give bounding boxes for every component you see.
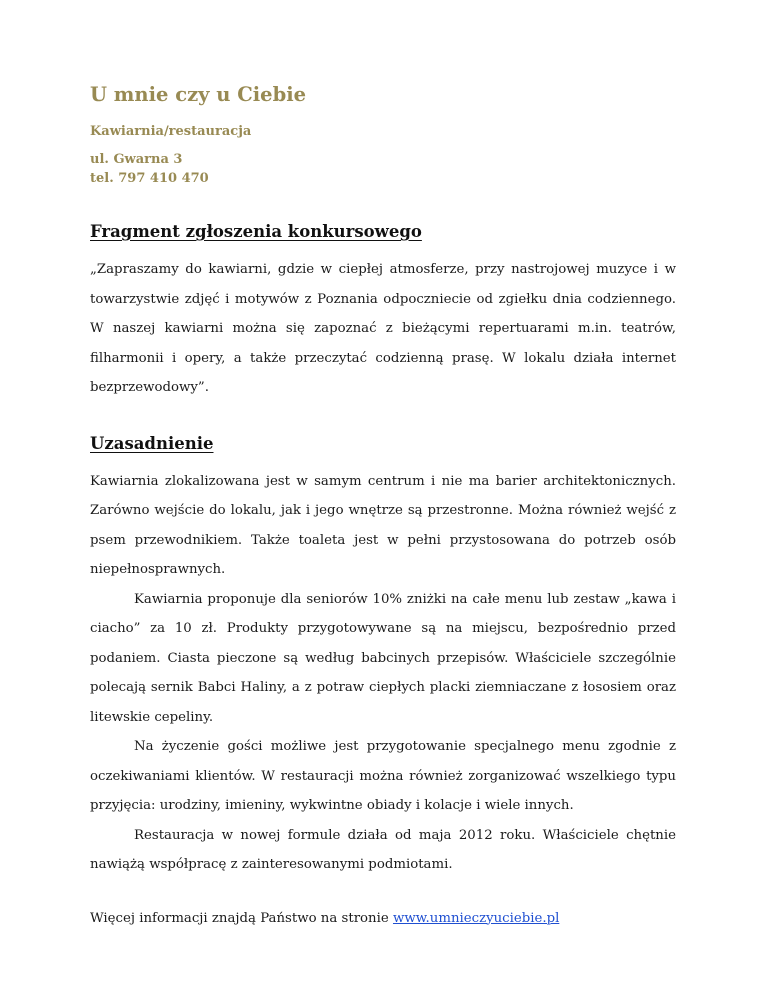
website-link[interactable]: www.umnieczyuciebie.pl bbox=[392, 910, 560, 926]
justification-paragraph-offer: Kawiarnia proponuje dla seniorów 10% zniżki na całe menu lub zestaw „kawa i ciacho” za 10 zł. Produkty przygotowywane są na miejscu, bezpośrednio przed podaniem. Ciasta pieczone są według babcinych przepisów. Właściciele szczególnie polecają sernik Babci Haliny, a z potraw ciepłych placki ziemniaczane z łososiem oraz litewskie cepeliny. bbox=[90, 591, 676, 725]
venue-address: ul. Gwarna 3 bbox=[90, 152, 183, 167]
venue-name: U mnie czy u Ciebie bbox=[90, 83, 307, 106]
more-info-text: Więcej informacji znajdą Państwo na stronie bbox=[90, 910, 393, 926]
justification-paragraph-history: Restauracja w nowej formule działa od maja 2012 roku. Właściciele chętnie nawiążą współpracę z zainteresowanymi podmiotami. bbox=[90, 827, 676, 872]
application-quote: „Zapraszamy do kawiarni, gdzie w ciepłej atmosferze, przy nastrojowej muzyce i w towarzystwie zdjęć i motywów z Poznania odpoczniecie od zgiełku dnia codziennego. W naszej kawiarni można się zapoznać z bieżącymi repertuarami m.in. teatrów, filharmonii i opery, a także przeczytać codzienną prasę. W lokalu działa internet bezprzewodowy”. bbox=[90, 262, 676, 395]
venue-contact bbox=[90, 150, 676, 188]
application-heading: Fragment zgłoszenia konkursowego bbox=[90, 222, 422, 241]
justification-paragraph-menu: Na życzenie gości możliwe jest przygotowanie specjalnego menu zgodnie z oczekiwaniami klientów. W restauracji można również zorganizować wszelkiego typu przyjęcia: urodziny, imieniny, wykwintne obiady i kolacje i wiele innych. bbox=[90, 739, 676, 813]
document-page bbox=[90, 82, 676, 933]
justification-heading: Uzasadnienie bbox=[90, 433, 214, 453]
justification-paragraph-accessibility: Kawiarnia zlokalizowana jest w samym centrum i nie ma barier architektonicznych. Zarówno wejście do lokalu, jak i jego wnętrze są przestronne. Można również wejść z psem przewodnikiem. Także toaleta jest w pełni przystosowana do potrzeb osób niepełnosprawnych. bbox=[90, 473, 676, 577]
more-info bbox=[90, 904, 676, 934]
venue-phone: tel. 797 410 470 bbox=[90, 171, 209, 186]
venue-type: Kawiarnia/restauracja bbox=[90, 124, 252, 139]
